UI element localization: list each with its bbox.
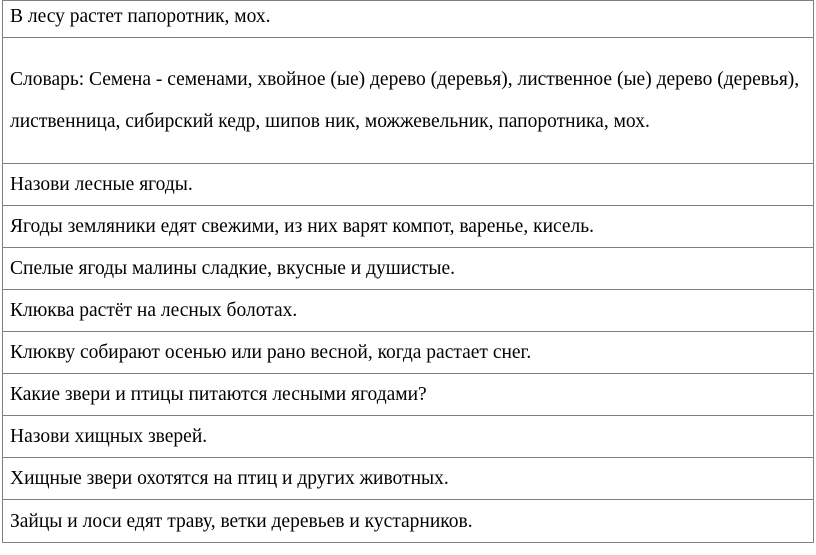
table-cell: Спелые ягоды малины сладкие, вкусные и душистые. [3,248,814,290]
table-row [3,248,814,290]
table-row [3,458,814,500]
table-cell: Назови хищных зверей. [3,416,814,458]
table-cell: В лесу растет папоротник, мох. [3,1,814,38]
table-cell: Хищные звери охотятся на птиц и других животных. [3,458,814,500]
table-row [3,500,814,543]
table-cell: Какие звери и птицы питаются лесными ягодами? [3,374,814,416]
table-row [3,38,814,164]
document-table [2,0,814,543]
table-row [3,374,814,416]
vocabulary-cell: Словарь: Семена - семенами, хвойное (ые) дерево (деревья), лиственное (ые) дерево (деревья), лиственница, сибирский кедр, шипов ник, можжевельник, папоротника, мох. [3,38,814,164]
table-row [3,164,814,206]
table-cell: Клюква растёт на лесных болотах. [3,290,814,332]
table-cell: Ягоды земляники едят свежими, из них варят компот, варенье, кисель. [3,206,814,248]
table-row [3,290,814,332]
table-row [3,416,814,458]
table-cell: Назови лесные ягоды. [3,164,814,206]
table-cell: Зайцы и лоси едят траву, ветки деревьев и кустарников. [3,500,814,543]
table-row [3,206,814,248]
table-row [3,1,814,38]
table-cell: Клюкву собирают осенью или рано весной, когда растает снег. [3,332,814,374]
table-row [3,332,814,374]
